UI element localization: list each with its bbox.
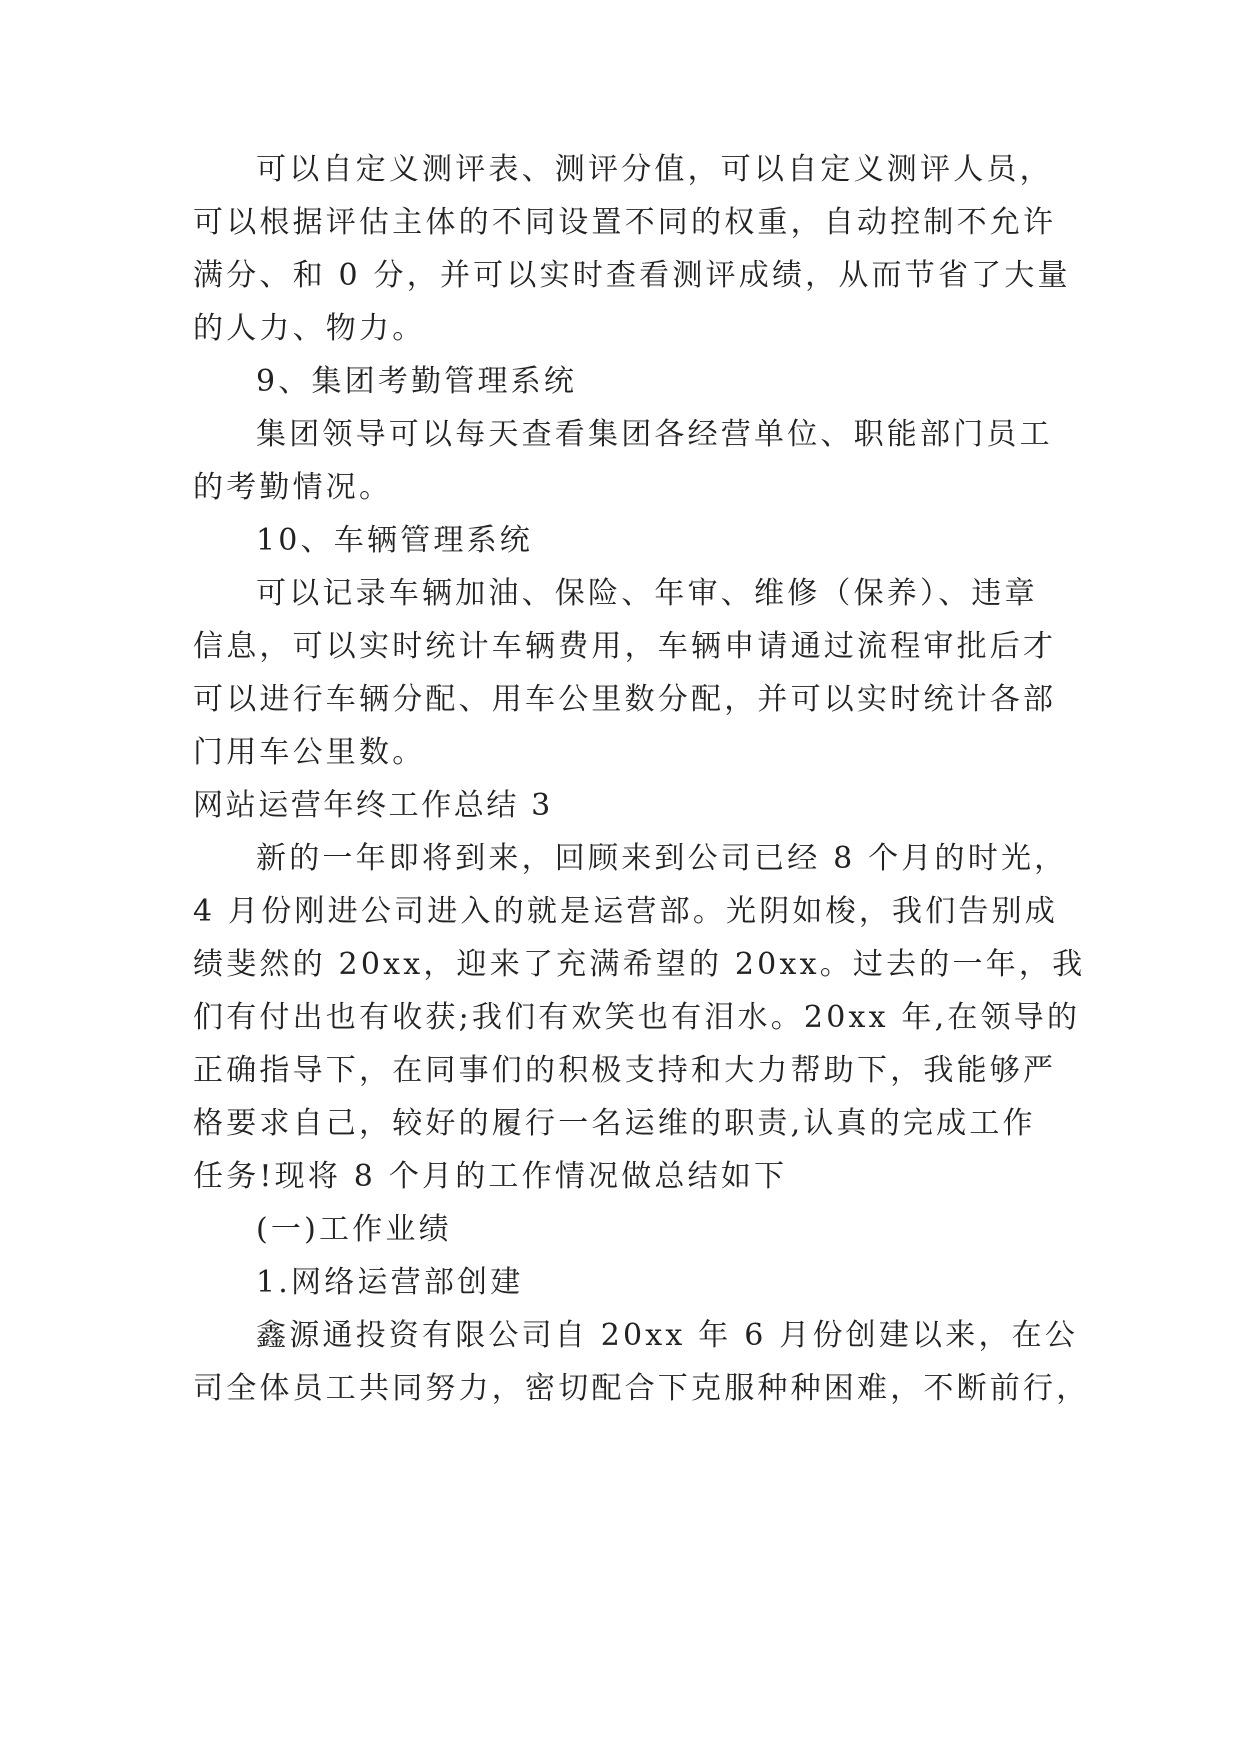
paragraph-line: 4 月份刚进公司进入的就是运营部。光阴如梭，我们告别成 [193, 894, 1059, 929]
paragraph-line: 正确指导下，在同事们的积极支持和大力帮助下，我能够严 [193, 1053, 1057, 1088]
paragraph-line: 可以进行车辆分配、用车公里数分配，并可以实时统计各部 [193, 682, 1057, 717]
paragraph-line: 绩斐然的 20xx，迎来了充满希望的 20xx。过去的一年，我 [193, 947, 1086, 982]
paragraph-line: 任务!现将 8 个月的工作情况做总结如下 [193, 1159, 788, 1194]
paragraph-line: 满分、和 0 分，并可以实时查看测评成绩，从而节省了大量 [193, 258, 1071, 293]
paragraph-line: 格要求自己，较好的履行一名运维的职责,认真的完成工作 [193, 1106, 1036, 1141]
paragraph-line: 鑫源通投资有限公司自 20xx 年 6 月份创建以来，在公 [256, 1318, 1079, 1353]
section-heading: 1.网络运营部创建 [256, 1265, 524, 1300]
paragraph-line: 司全体员工共同努力，密切配合下克服种种困难，不断前行， [193, 1371, 1090, 1406]
section-heading: 9、集团考勤管理系统 [256, 364, 578, 399]
section-heading: (一)工作业绩 [256, 1212, 452, 1247]
paragraph-line: 集团领导可以每天查看集团各经营单位、职能部门员工 [256, 417, 1053, 452]
paragraph-line: 门用车公里数。 [193, 735, 426, 770]
paragraph-line: 可以根据评估主体的不同设置不同的权重，自动控制不允许 [193, 205, 1057, 240]
paragraph-line: 的考勤情况。 [193, 470, 393, 505]
paragraph-line: 新的一年即将到来，回顾来到公司已经 8 个月的时光， [256, 841, 1068, 876]
paragraph-line: 的人力、物力。 [193, 311, 426, 346]
paragraph-line: 可以自定义测评表、测评分值，可以自定义测评人员， [256, 152, 1053, 187]
section-heading: 10、车辆管理系统 [256, 523, 533, 558]
paragraph-line: 信息，可以实时统计车辆费用，车辆申请通过流程审批后才 [193, 629, 1057, 664]
paragraph-line: 们有付出也有收获;我们有欢笑也有泪水。20xx 年,在领导的 [193, 1000, 1081, 1035]
document-title: 网站运营年终工作总结 3 [193, 788, 553, 823]
paragraph-line: 可以记录车辆加油、保险、年审、维修（保养）、违章 [256, 576, 1038, 611]
